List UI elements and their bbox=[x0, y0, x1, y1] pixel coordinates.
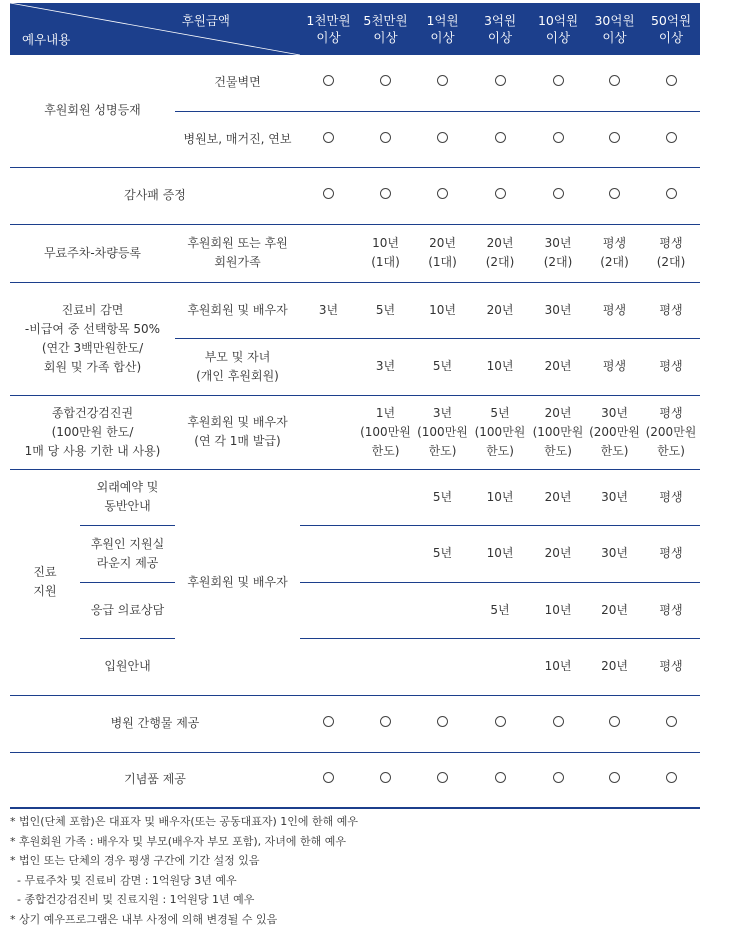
circle-mark bbox=[380, 75, 391, 86]
value-cell: 평생 bbox=[642, 525, 700, 582]
circle-mark bbox=[495, 716, 506, 727]
value-cell: 평생 bbox=[642, 469, 700, 525]
sub-label: 후원회원 및 배우자 bbox=[175, 282, 300, 338]
value-cell bbox=[300, 582, 357, 638]
value-cell: 3년 (100만원 한도) bbox=[414, 395, 471, 469]
target-label: 후원회원 및 배우자 bbox=[175, 469, 300, 695]
value-cell: 5년 bbox=[357, 282, 414, 338]
circle-mark bbox=[323, 772, 334, 783]
value-cell bbox=[357, 638, 414, 695]
benefit-label: 무료주차-차량등록 bbox=[10, 224, 175, 282]
value-cell: 20년 bbox=[529, 338, 587, 395]
circle-mark bbox=[666, 132, 677, 143]
value-cell: 5년 bbox=[414, 469, 471, 525]
circle-mark bbox=[380, 188, 391, 199]
footnote: - 종합건강검진비 및 진료지원 : 1억원당 1년 예우 bbox=[10, 893, 255, 906]
tier-header: 5천만원 이상 bbox=[357, 3, 414, 55]
value-cell: 5년 (100만원 한도) bbox=[471, 395, 529, 469]
value-cell: 20년 bbox=[587, 582, 642, 638]
benefit-label: 감사패 증정 bbox=[10, 167, 300, 224]
value-cell: 평생 bbox=[642, 638, 700, 695]
circle-mark bbox=[553, 132, 564, 143]
circle-mark bbox=[609, 772, 620, 783]
value-cell: 20년 bbox=[529, 469, 587, 525]
value-cell: 20년 bbox=[587, 638, 642, 695]
tier-header: 3억원 이상 bbox=[471, 3, 529, 55]
value-cell bbox=[300, 338, 357, 395]
value-cell bbox=[300, 525, 357, 582]
circle-mark bbox=[666, 75, 677, 86]
target-label: 후원회원 또는 후원 회원가족 bbox=[175, 224, 300, 282]
value-cell: 3년 bbox=[300, 282, 357, 338]
circle-mark bbox=[437, 132, 448, 143]
value-cell: 10년 bbox=[529, 582, 587, 638]
value-cell: 10년 bbox=[471, 338, 529, 395]
benefit-label: 병원 간행물 제공 bbox=[10, 695, 300, 752]
value-cell: 평생 bbox=[587, 338, 642, 395]
tier-header: 10억원 이상 bbox=[529, 3, 587, 55]
value-cell: 20년 (100만원 한도) bbox=[529, 395, 587, 469]
value-cell: 평생 bbox=[642, 338, 700, 395]
value-cell: 20년 (2대) bbox=[471, 224, 529, 282]
value-cell: 30년 (2대) bbox=[529, 224, 587, 282]
circle-mark bbox=[553, 716, 564, 727]
row-plaque bbox=[10, 167, 700, 224]
value-cell bbox=[414, 638, 471, 695]
value-cell: 30년 bbox=[587, 525, 642, 582]
sub-label: 후원인 지원실 라운지 제공 bbox=[80, 525, 175, 582]
value-cell: 5년 bbox=[414, 525, 471, 582]
value-cell bbox=[471, 638, 529, 695]
circle-mark bbox=[609, 188, 620, 199]
circle-mark bbox=[437, 188, 448, 199]
value-cell: 10년 bbox=[471, 525, 529, 582]
benefit-label: 기념품 제공 bbox=[10, 752, 300, 808]
value-cell: 10년 (1대) bbox=[357, 224, 414, 282]
value-cell: 1년 (100만원 한도) bbox=[357, 395, 414, 469]
row-medical-spouse bbox=[10, 282, 700, 338]
circle-mark bbox=[553, 772, 564, 783]
value-cell bbox=[300, 469, 357, 525]
sub-label: 외래예약 및 동반안내 bbox=[80, 469, 175, 525]
circle-mark bbox=[437, 716, 448, 727]
header-row-label: 예우내용 bbox=[22, 32, 71, 47]
circle-mark bbox=[495, 772, 506, 783]
row-care-admission bbox=[10, 638, 700, 695]
target-label: 후원회원 및 배우자 (연 각 1매 발급) bbox=[175, 395, 300, 469]
circle-mark bbox=[380, 132, 391, 143]
sub-label: 건물벽면 bbox=[175, 55, 300, 111]
footnote: - 무료주차 및 진료비 감면 : 1억원당 3년 예우 bbox=[10, 873, 237, 887]
footnotes bbox=[10, 812, 710, 929]
circle-mark bbox=[666, 772, 677, 783]
value-cell: 10년 bbox=[414, 282, 471, 338]
circle-mark bbox=[323, 75, 334, 86]
tier-header: 50억원 이상 bbox=[642, 3, 700, 55]
value-cell: 10년 bbox=[471, 469, 529, 525]
value-cell: 20년 bbox=[529, 525, 587, 582]
benefit-label: 후원회원 성명등재 bbox=[10, 55, 175, 167]
circle-mark bbox=[495, 75, 506, 86]
value-cell: 평생 bbox=[587, 282, 642, 338]
sub-label: 응급 의료상담 bbox=[80, 582, 175, 638]
row-care-outpatient bbox=[10, 469, 700, 525]
circle-mark bbox=[553, 188, 564, 199]
circle-mark bbox=[380, 772, 391, 783]
value-cell bbox=[300, 395, 357, 469]
value-cell: 평생 (2대) bbox=[587, 224, 642, 282]
value-cell: 평생 bbox=[642, 282, 700, 338]
circle-mark bbox=[323, 188, 334, 199]
header-col-label: 후원금액 bbox=[181, 13, 230, 28]
circle-mark bbox=[437, 772, 448, 783]
circle-mark bbox=[609, 75, 620, 86]
circle-mark bbox=[495, 132, 506, 143]
sub-label: 입원안내 bbox=[80, 638, 175, 695]
circle-mark bbox=[323, 132, 334, 143]
value-cell: 30년 bbox=[529, 282, 587, 338]
tier-header: 30억원 이상 bbox=[587, 3, 642, 55]
circle-mark bbox=[323, 716, 334, 727]
header-diagonal-cell bbox=[10, 3, 300, 55]
value-cell: 30년 bbox=[587, 469, 642, 525]
footnote: * 법인(단체 포함)은 대표자 및 배우자(또는 공동대표자) 1인에 한해 예우 bbox=[10, 815, 359, 828]
row-checkup bbox=[10, 395, 700, 469]
value-cell bbox=[300, 638, 357, 695]
value-cell: 20년 (1대) bbox=[414, 224, 471, 282]
sub-label: 부모 및 자녀 (개인 후원회원) bbox=[175, 338, 300, 395]
value-cell: 10년 bbox=[529, 638, 587, 695]
footnote: * 상기 예우프로그램은 내부 사정에 의해 변경될 수 있음 bbox=[10, 912, 278, 926]
value-cell bbox=[357, 469, 414, 525]
row-name-reg-building bbox=[10, 55, 700, 111]
footnote: * 법인 또는 단체의 경우 평생 구간에 기간 설정 있음 bbox=[10, 854, 260, 867]
row-souvenir bbox=[10, 752, 700, 808]
circle-mark bbox=[380, 716, 391, 727]
value-cell: 평생 (2대) bbox=[642, 224, 700, 282]
value-cell: 평생 bbox=[642, 582, 700, 638]
value-cell: 3년 bbox=[357, 338, 414, 395]
circle-mark bbox=[666, 188, 677, 199]
row-parking bbox=[10, 224, 700, 282]
benefit-label: 종합건강검진권 (100만원 한도/ 1매 당 사용 기한 내 사용) bbox=[10, 395, 175, 469]
circle-mark bbox=[666, 716, 677, 727]
benefits-table bbox=[10, 3, 700, 809]
circle-mark bbox=[495, 188, 506, 199]
value-cell: 5년 bbox=[414, 338, 471, 395]
table-header bbox=[10, 3, 700, 55]
value-cell: 평생 (200만원 한도) bbox=[642, 395, 700, 469]
circle-mark bbox=[609, 132, 620, 143]
tier-header: 1천만원 이상 bbox=[300, 3, 357, 55]
value-cell bbox=[357, 582, 414, 638]
row-care-emergency bbox=[10, 582, 700, 638]
value-cell: 30년 (200만원 한도) bbox=[587, 395, 642, 469]
tier-header: 1억원 이상 bbox=[414, 3, 471, 55]
value-cell: 5년 bbox=[471, 582, 529, 638]
value-cell bbox=[300, 224, 357, 282]
row-publication bbox=[10, 695, 700, 752]
row-care-lounge bbox=[10, 525, 700, 582]
circle-mark bbox=[609, 716, 620, 727]
circle-mark bbox=[553, 75, 564, 86]
circle-mark bbox=[437, 75, 448, 86]
benefit-label: 진료 지원 bbox=[10, 469, 80, 695]
footnote: * 후원회원 가족 : 배우자 및 부모(배우자 부모 포함), 자녀에 한해 예우 bbox=[10, 834, 347, 848]
benefit-label: 진료비 감면 -비급여 중 선택항목 50% (연간 3백만원한도/ 회원 및 가족 합산) bbox=[10, 282, 175, 395]
value-cell: 20년 bbox=[471, 282, 529, 338]
value-cell bbox=[414, 582, 471, 638]
value-cell bbox=[357, 525, 414, 582]
sub-label: 병원보, 매거진, 연보 bbox=[175, 111, 300, 167]
